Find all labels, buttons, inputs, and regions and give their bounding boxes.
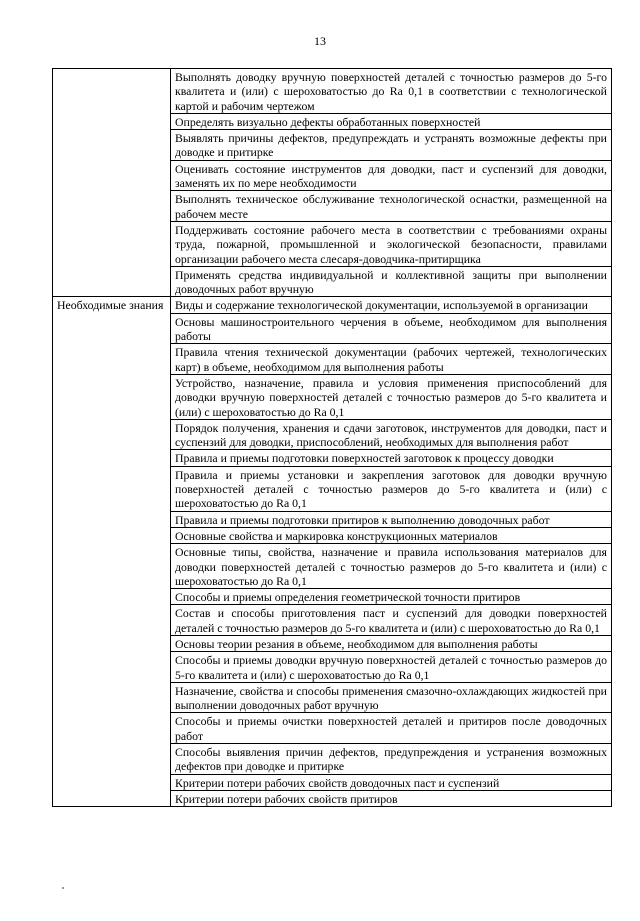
knowledge-row [171,419,612,450]
skill-row [171,191,612,222]
cell-text: Правила и приемы установки и закрепления заготовок для доводки вручную поверхностей деталей с точностью размеров до 5-го квалитета и (или) с шероховатостью до Ra 0,1 [175,467,607,511]
cell-text: Оценивать состояние инструментов для доводки, паст и суспензий для доводки, заменять их по мере необходимости [175,161,607,191]
knowledge-row [171,790,612,806]
cell-text: Определять визуально дефекты обработанных поверхностей [175,114,481,129]
cell-text: Выявлять причины дефектов, предупреждать и устранять возможные дефекты при доводке и притирке [175,131,607,160]
knowledge-row [171,744,612,775]
knowledge-row [171,374,612,419]
cell-text: Основы теории резания в объеме, необходимом для выполнения работы [175,636,538,651]
cell-text: Критерии потери рабочих свойств доводочных паст и суспензий [175,775,500,790]
knowledge-row [171,344,612,375]
cell-text: Правила и приемы подготовки притиров к выполнению доводочных работ [175,512,550,527]
cell-text: Правила и приемы подготовки поверхностей заготовок к процессу доводки [175,451,554,466]
cell-text: Критерии потери рабочих свойств притиров [175,791,398,806]
cell-text: Основы машиностроительного черчения в объеме, необходимом для выполнения работы [175,314,607,344]
requirements-table [52,68,612,807]
cell-text: Устройство, назначение, правила и условия применения приспособлений для доводки вручную поверхностей деталей с точностью размеров до 5-го квалитета и (или) с шероховатостью до Ra 0,1 [175,375,607,419]
cell-text: Выполнять техническое обслуживание технологической оснастки, размещенной на рабочем месте [175,192,607,221]
knowledge-row [171,511,612,527]
table-row [53,297,612,313]
page-number: 13 [314,34,326,48]
cell-text: Основные свойства и маркировка конструкционных материалов [175,528,498,543]
cell-text: Выполнять доводку вручную поверхностей деталей с точностью размеров до 5-го квалитета и (или) с шероховатостью до Ra 0,1 в соответствии с технологической картой и рабочим чертежом [175,70,607,113]
knowledge-row [171,682,612,713]
knowledge-row [171,313,612,344]
skills-label-cell [53,69,171,297]
knowledge-row [171,713,612,744]
knowledge-row [171,635,612,651]
knowledge-label-cell: Необходимые знания [53,297,171,807]
cell-text: Способы и приемы очистки поверхностей деталей и притиров после доводочных работ [175,714,607,743]
cell-text: Применять средства индивидуальной и коллективной защиты при выполнении доводочных работ вручную [175,267,607,297]
cell-text: Основные типы, свойства, назначение и правила использования материалов для доводки поверхностей деталей с точностью размеров до 5-го квалитета и (или) с шероховатостью до Ra 0,1 [175,545,607,588]
knowledge-row [171,466,612,511]
skill-row [171,69,612,114]
cell-text: Способы и приемы доводки вручную поверхностей деталей с точностью размеров до 5-го квалитета и (или) с шероховатостью до Ra 0,1 [175,653,607,682]
knowledge-row [171,605,612,636]
cell-text: Виды и содержание технологической документации, используемой в организации [175,298,588,313]
skill-row [171,266,612,297]
cell-text: Способы и приемы определения геометрической точности притиров [175,590,521,605]
scan-speck [62,887,64,889]
knowledge-row [171,544,612,589]
skill-row [171,160,612,191]
knowledge-row [171,774,612,790]
table-body [53,69,612,807]
cell-text: Порядок получения, хранения и сдачи заготовок, инструментов для доводки, паст и суспензий для доводки, приспособлений, необходимых для выполнения работ [175,420,607,450]
cell-text: Состав и способы приготовления паст и суспензий для доводки поверхностей деталей с точностью размеров до 5-го квалитета и (или) с шероховатостью до Ra 0,1 [175,606,607,635]
knowledge-row [171,527,612,543]
cell-text: Назначение, свойства и способы применения смазочно-охлаждающих жидкостей при выполнении доводочных работ вручную [175,683,607,713]
skill-row [171,221,612,266]
cell-text: Поддерживать состояние рабочего места в соответствии с требованиями охраны труда, пожарной, промышленной и экологической безопасности, правилами организации рабочего места слесаря-доводчика-притирщика [175,222,607,266]
knowledge-row [171,450,612,466]
cell-text: Правила чтения технической документации (рабочих чертежей, технологических карт) в объеме, необходимом для выполнения работы [175,345,607,374]
knowledge-row [171,589,612,605]
cell-text: Способы выявления причин дефектов, предупреждения и устранения возможных дефектов при доводке и притирке [175,745,607,774]
skill-row [171,130,612,161]
skill-row [171,113,612,129]
knowledge-row [171,652,612,683]
knowledge-row [171,297,612,313]
table-row [53,69,612,114]
